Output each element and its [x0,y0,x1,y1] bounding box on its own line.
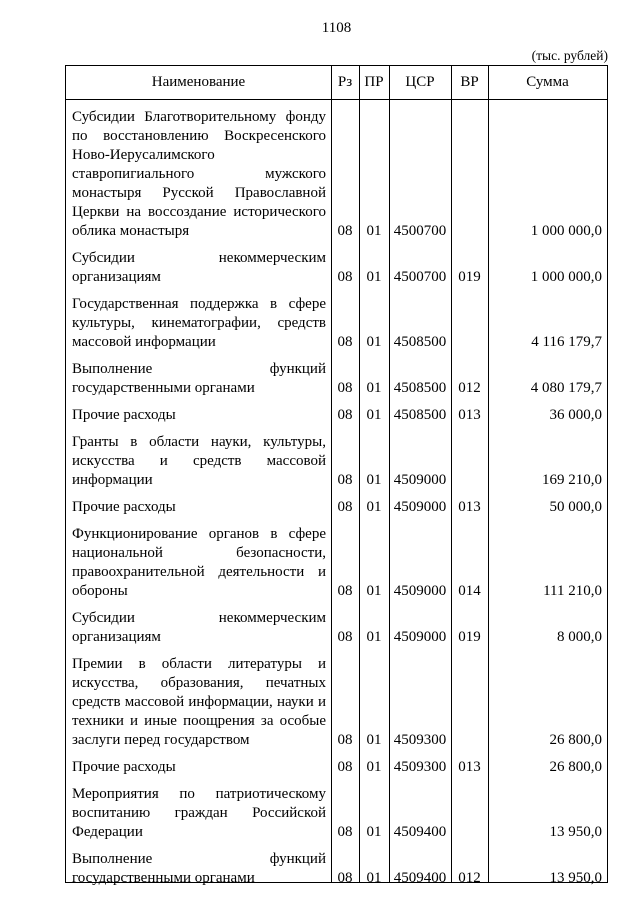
table-row [66,425,607,490]
row-pr-cell: 01 [366,731,382,748]
row-rz-cell: 08 [337,498,353,515]
row-csr-cell: 4500700 [393,268,447,285]
row-rz-cell: 08 [337,471,353,488]
column-header-name: Наименование [66,66,331,99]
row-vr-cell: 014 [458,582,481,599]
row-pr-cell: 01 [366,471,382,488]
budget-table [65,65,608,886]
table-row [66,241,607,287]
row-pr-cell: 01 [366,628,382,645]
row-name-cell: Субсидии Благотворительному фонду по восстановлению Воскресенского Ново-Иерусалимского ставропигиального мужского монастыря Русской Православной Церкви на воссоздание исторического облика монастыря [72,108,326,239]
row-vr-cell: 013 [458,498,481,515]
row-csr-cell: 4509000 [393,582,447,599]
row-csr-cell: 4509000 [393,498,447,515]
table-row [66,490,607,517]
row-csr-cell: 4500700 [393,222,447,239]
row-name-cell: Субсидии некоммерческим организациям [72,609,326,645]
row-rz-cell: 08 [337,333,353,350]
table-row [66,647,607,750]
row-pr-cell: 01 [366,406,382,423]
row-name-cell: Функционирование органов в сфере национальной безопасности, правоохранительной деятельности и обороны [72,525,326,599]
row-sum-cell: 13 950,0 [549,823,602,840]
row-sum-cell: 8 000,0 [557,628,602,645]
row-name-cell: Прочие расходы [72,758,176,775]
row-pr-cell: 01 [366,823,382,840]
row-vr-cell [451,287,488,352]
row-vr-cell: 013 [458,406,481,423]
row-sum-cell: 1 000 000,0 [530,222,602,239]
row-sum-cell: 4 080 179,7 [530,379,602,396]
row-csr-cell: 4508500 [393,406,447,423]
column-header-pr: ПР [359,66,389,99]
table-row [66,99,607,241]
row-name-cell: Гранты в области науки, культуры, искусства и средств массовой информации [72,433,326,488]
row-sum-cell: 13 950,0 [549,869,602,886]
row-csr-cell: 4509000 [393,471,447,488]
row-vr-cell: 013 [458,758,481,775]
table-row [66,842,607,888]
column-header-sum: Сумма [488,66,607,99]
row-vr-cell [451,99,488,241]
row-name-cell: Государственная поддержка в сфере культуры, кинематографии, средств массовой информации [72,295,326,350]
row-sum-cell: 50 000,0 [549,498,602,515]
page-number: 1108 [321,20,352,36]
row-sum-cell: 169 210,0 [542,471,602,488]
row-pr-cell: 01 [366,498,382,515]
row-name-cell: Прочие расходы [72,498,176,515]
row-vr-cell: 012 [458,869,481,886]
row-pr-cell: 01 [366,379,382,396]
row-rz-cell: 08 [337,758,353,775]
row-sum-cell: 36 000,0 [549,406,602,423]
table-row [66,750,607,777]
row-rz-cell: 08 [337,628,353,645]
row-csr-cell: 4509300 [393,731,447,748]
row-vr-cell: 019 [458,268,481,285]
row-rz-cell: 08 [337,731,353,748]
budget-table-grid [66,66,607,888]
row-vr-cell: 019 [458,628,481,645]
row-pr-cell: 01 [366,222,382,239]
units-note: (тыс. рублей) [531,48,608,63]
row-rz-cell: 08 [337,268,353,285]
table-header-row [66,66,607,99]
table-row [66,777,607,842]
row-rz-cell: 08 [337,823,353,840]
table-body [66,99,607,888]
row-vr-cell [451,777,488,842]
row-csr-cell: 4509400 [393,869,447,886]
table-row [66,352,607,398]
column-header-rz: Рз [331,66,359,99]
column-header-vr: ВР [451,66,488,99]
row-sum-cell: 111 210,0 [543,582,602,599]
row-vr-cell [451,425,488,490]
row-rz-cell: 08 [337,869,353,886]
row-name-cell: Премии в области литературы и искусства, образования, печатных средств массовой информации, науки и техники и иные поощрения за особые заслуги перед государством [72,655,326,748]
row-rz-cell: 08 [337,379,353,396]
table-row [66,287,607,352]
table-row [66,601,607,647]
row-csr-cell: 4509400 [393,823,447,840]
table-row [66,517,607,601]
row-vr-cell [451,647,488,750]
row-csr-cell: 4508500 [393,333,447,350]
row-csr-cell: 4509000 [393,628,447,645]
row-vr-cell: 012 [458,379,481,396]
row-pr-cell: 01 [366,869,382,886]
row-pr-cell: 01 [366,758,382,775]
row-pr-cell: 01 [366,333,382,350]
row-sum-cell: 26 800,0 [549,758,602,775]
row-name-cell: Мероприятия по патриотическому воспитанию граждан Российской Федерации [72,785,326,840]
row-name-cell: Выполнение функций государственными органами [72,360,326,396]
row-sum-cell: 1 000 000,0 [530,268,602,285]
row-name-cell: Субсидии некоммерческим организациям [72,249,326,285]
row-pr-cell: 01 [366,582,382,599]
row-csr-cell: 4509300 [393,758,447,775]
row-sum-cell: 26 800,0 [549,731,602,748]
row-rz-cell: 08 [337,406,353,423]
row-csr-cell: 4508500 [393,379,447,396]
column-header-csr: ЦСР [389,66,451,99]
row-pr-cell: 01 [366,268,382,285]
row-name-cell: Выполнение функций государственными органами [72,850,326,886]
row-rz-cell: 08 [337,582,353,599]
row-rz-cell: 08 [337,222,353,239]
table-row [66,398,607,425]
row-sum-cell: 4 116 179,7 [531,333,602,350]
row-name-cell: Прочие расходы [72,406,176,423]
